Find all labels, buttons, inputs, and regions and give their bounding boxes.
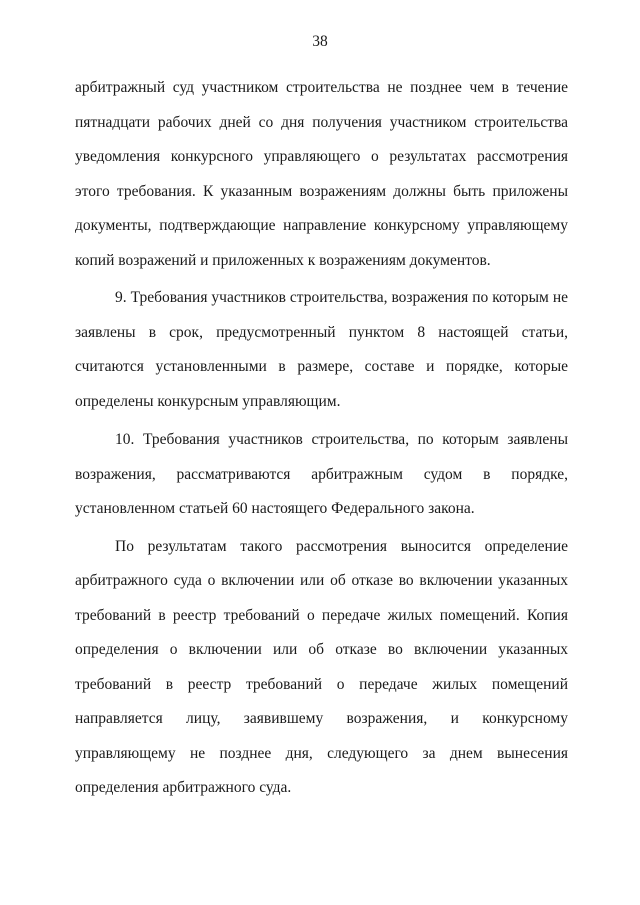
text-line: пятнадцати рабочих дней со дня получения участником строительства	[75, 113, 568, 131]
text-line: установленном статьей 60 настоящего Федерального закона.	[75, 500, 475, 517]
paragraph-continuation	[75, 71, 568, 278]
paragraph-result	[75, 530, 568, 806]
text-line: возражения, рассматриваются арбитражным судом в порядке,	[75, 465, 568, 483]
text-line: считаются установленными в размере, составе и порядке, которые	[75, 358, 568, 375]
text-line: копий возражений и приложенных к возражениям документов.	[75, 251, 491, 269]
text-line: арбитражного суда о включении или об отказе во включении указанных	[75, 572, 568, 589]
page-number: 38	[312, 33, 328, 50]
text-line: арбитражный суд участником строительства не позднее чем в течение	[75, 79, 568, 96]
text-line: заявлены в срок, предусмотренный пунктом 8 настоящей статьи,	[75, 323, 568, 341]
text-line: требований в реестр требований о передаче жилых помещений	[75, 675, 568, 693]
paragraph-item-10	[75, 423, 568, 527]
text-line: документы, подтверждающие направление конкурсному управляющему	[75, 217, 568, 234]
text-line: 9. Требования участников строительства, возражения по которым не	[115, 289, 568, 306]
paragraph-item-9	[75, 281, 568, 419]
text-line: По результатам такого рассмотрения выносится определение	[115, 537, 568, 555]
text-line: определения о включении или об отказе во включении указанных	[75, 641, 568, 658]
text-line: направляется лицу, заявившему возражения, и конкурсному	[75, 710, 568, 727]
text-line: этого требования. К указанным возражениям должны быть приложены	[75, 182, 568, 200]
text-line: требований в реестр требований о передаче жилых помещений. Копия	[75, 606, 568, 624]
text-line: определения арбитражного суда.	[75, 779, 292, 796]
text-line: определены конкурсным управляющим.	[75, 392, 341, 410]
text-line: управляющему не позднее дня, следующего за днем вынесения	[75, 744, 568, 762]
document-body	[75, 71, 568, 806]
text-line: 10. Требования участников строительства, по которым заявлены	[115, 431, 568, 448]
text-line: уведомления конкурсного управляющего о результатах рассмотрения	[75, 148, 568, 165]
